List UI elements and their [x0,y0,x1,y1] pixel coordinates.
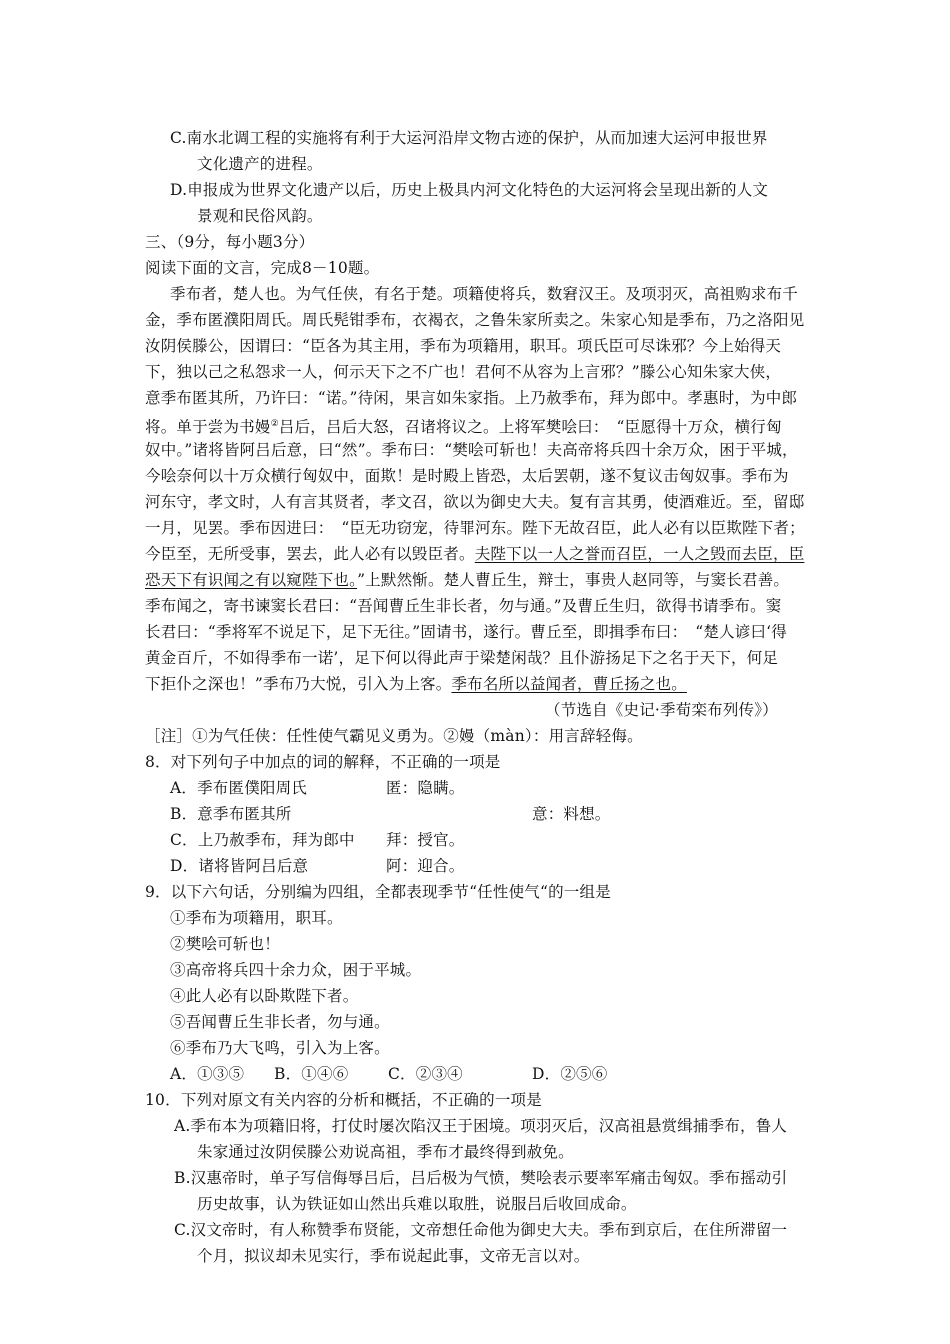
passage-line: 长君曰：“季将军不说足下，足下无往。”固请书，遂行。曹丘至，即揖季布曰： “楚人谚曰‘得 [145,623,788,641]
q8-option-a-expl: 匿：隐瞒。 [386,779,465,797]
q8-option-d: D．诸将皆阿吕后意 [170,857,309,875]
section-heading: 三、（9分，每小题3分） [145,233,315,251]
q10-option-b-line2: 历史故事，认为铁证如山然出兵难以取胜，说服吕后收回成命。 [197,1195,637,1213]
section-instruction: 阅读下面的文言，完成8－10题。 [145,259,380,277]
q9-item: ⑤吾闻曹丘生非长者，勿与通。 [170,1013,390,1031]
underlined-sentence: 夫陛下以一人之誉而召臣，一人之毁而去臣，臣 [474,545,805,563]
passage-line [145,568,789,592]
q8-option-c-expl: 拜：授官。 [386,831,465,849]
q10-option-b-line1: B.汉惠帝时，单子写信侮辱吕后，吕后极为气愤，樊哙表示要率军痛击匈奴。季布摇动引 [174,1169,788,1187]
option-d-line1: D.申报成为世界文化遗产以后，历史上极具内河文化特色的大运河将会呈现出新的人文 [170,181,769,199]
q10-option-c-line2: 个月，拟议却未见实行，季布说起此事，文帝无言以对。 [197,1247,590,1265]
q9-item: ①季布为项籍用，职耳。 [170,909,343,927]
q8-stem: 8．对下列句子中加点的词的解释，不正确的一项是 [145,753,501,771]
q8-option-b-expl: 意：料想。 [532,805,611,823]
passage-line [145,412,782,439]
underlined-sentence: 季布名所以益闻者，曹丘扬之也。 [451,675,687,693]
q9-option-c: C．②③④ [388,1065,463,1083]
q9-item: ③高帝将兵四十余力众，困于平城。 [170,961,422,979]
passage-line [145,542,804,566]
passage-text: 吕后，吕后大怒，召诸将议之。上将军樊哙曰： “臣愿得十万众，横行匈 [278,418,782,437]
passage-line: 黄金百斤，不如得季布一诺’，足下何以得此声于梁楚闲哉？且仆游扬足下之名于天下，何足 [145,649,779,667]
q10-option-a-line1: A.季布本为项籍旧将，打仗时屡次陷汉王于困境。项羽灭后，汉高祖悬赏缉捕季布，鲁人 [174,1117,788,1135]
q10-option-c-line1: C.汉文帝时，有人称赞季布贤能，文帝想任命他为御史大夫。季布到京后，在住所滞留一 [174,1221,788,1239]
passage-line: 奴中。”诸将皆阿吕后意，曰“然”。季布曰：“樊哙可斩也！夫高帝将兵四十余万众，困于平城， [145,441,798,459]
option-c-line1: C.南水北调工程的实施将有利于大运河沿岸文物古迹的保护，从而加速大运河申报世界 [170,129,768,147]
q9-option-d: D．②⑤⑥ [532,1065,608,1083]
passage-line: 一月，见罢。季布因进曰： “臣无功窃宠，待罪河东。陛下无故召臣，此人必有以臣欺陛下者； [145,519,805,537]
footnote-marker: ② [270,419,279,429]
q8-option-c: C．上乃赦季布，拜为郎中 [170,831,355,849]
q8-option-a: A．季布匿僕阳周氏 [170,779,307,797]
q8-option-b: B．意季布匿其所 [170,805,292,823]
q9-item: ②樊哙可斩也！ [170,935,280,953]
passage-line: 河东守，孝文时，人有言其贤者，孝文召，欲以为御史大夫。复有言其勇，使酒难近。至，留邸 [145,493,805,511]
q9-stem: 9．以下六句话，分别编为四组，全都表现季节“任性使气“的一组是 [145,883,611,901]
q9-option-a: A．①③⑤ [170,1065,245,1083]
passage-line: 季布者，楚人也。为气任侠，有名于楚。项籍使将兵，数窘汉王。及项羽灭，高祖购求布千 [170,285,799,303]
q10-option-a-line2: 朱家通过汝阴侯滕公劝说高祖，季布才最终得到赦免。 [197,1143,574,1161]
passage-line: 汝阴侯滕公，因谓曰：“臣各为其主用，季布为项籍用，职耳。项氏臣可尽诛邪？今上始得天 [145,337,782,355]
passage-line: 金，季布匿濮阳周氏。周氏髡钳季布，衣褐衣，之鲁朱家所卖之。朱家心知是季布，乃之洛阳见 [145,311,805,329]
passage-source: （节选自《史记·季荀栾布列传》） [545,701,778,719]
passage-line: 下，独以己之私怨求一人，何示天下之不广也！君何不从容为上言邪？”滕公心知朱家大侠， [145,363,782,381]
option-d-line2: 景观和民俗风韵。 [197,207,323,225]
passage-text: 将。单于尝为书嫚 [145,418,271,437]
passage-text: 下拒仆之深也！”季布乃大悦，引入为上客。 [145,675,452,693]
q9-option-b: B．①④⑥ [274,1065,349,1083]
passage-line: 季布闻之，寄书谏窦长君曰：“吾闻曹丘生非长者，勿与通。”及曹丘生归，欲得书请季布。窦 [145,597,782,615]
underlined-sentence: 恐天下有识闻之有以窥陛下也。 [145,571,358,589]
q9-item: ⑥季布乃大飞鸣，引入为上客。 [170,1039,390,1057]
passage-text: ”上默然惭。楚人曹丘生，辩士，事贵人赵同等，与窦长君善。 [357,571,790,589]
passage-line: 今哙奈何以十万众横行匈奴中，面欺！是时殿上皆恐，太后罢朝，遂不复议击匈奴事。季布为 [145,467,789,485]
q9-item: ④此人必有以卧欺陛下者。 [170,987,359,1005]
option-c-line2: 文化遗产的进程。 [197,155,323,173]
passage-line [145,672,687,696]
passage-note: ［注］①为气任侠：任性使气霸见义勇为。②嫚（màn）：用言辞轻侮。 [145,727,643,745]
passage-text: 今臣至，无所受事，罢去，此人必有以毁臣者。 [145,545,475,563]
passage-line: 意季布匿其所，乃许曰：“诺。”待闲，果言如朱家指。上乃赦季布，拜为郎中。孝惠时，为中郎 [145,389,798,407]
q8-option-d-expl: 阿：迎合。 [386,857,465,875]
q10-stem: 10．下列对原文有关内容的分析和概括，不正确的一项是 [145,1091,542,1109]
